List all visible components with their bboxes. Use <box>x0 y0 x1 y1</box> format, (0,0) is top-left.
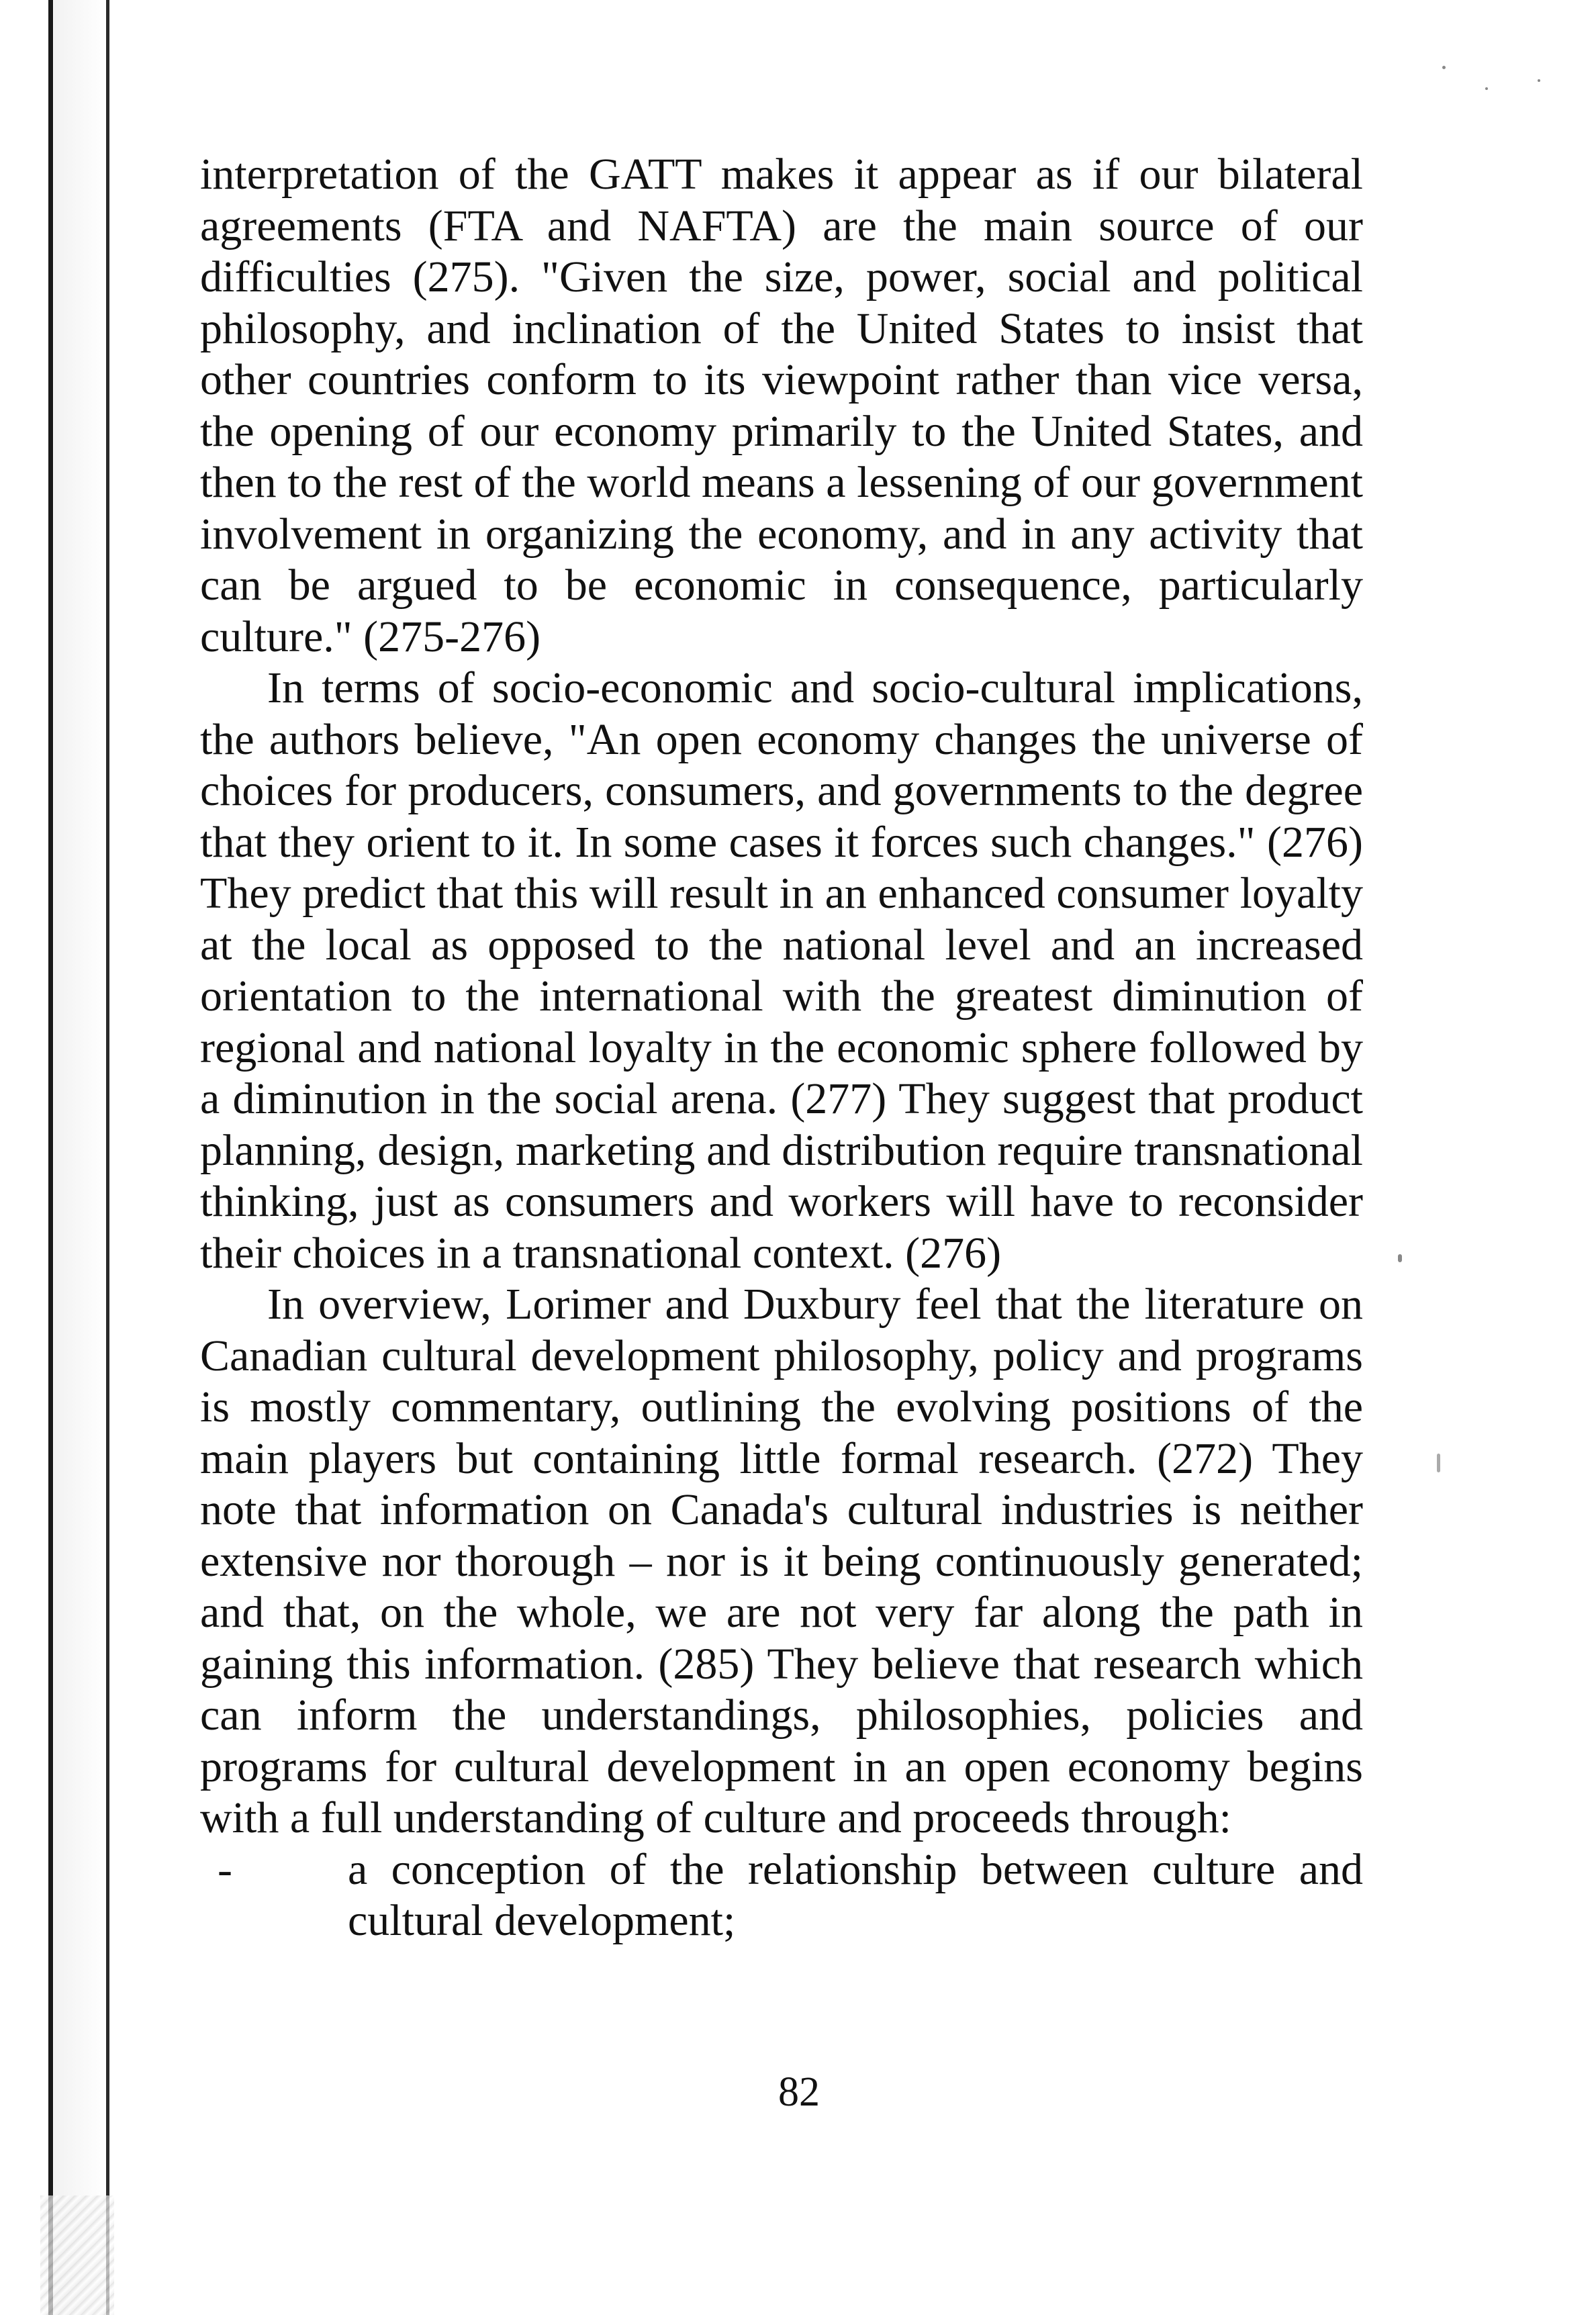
scan-speck <box>1398 1254 1402 1262</box>
binding-shadow <box>54 0 106 2315</box>
list-item <box>200 1844 1363 1947</box>
paragraph-gatt-interpretation: interpretation of the GATT makes it appear as if our bilateral agreements (FTA and NAFTA) are the main source of our difficulties (275). "Given the size, power, social and political philosophy, and inclination of the United States to insist that other countries conform to its viewpoint rather than vice versa, the opening of our economy primarily to the United States, and then to the rest of the world means a lessening of our government involvement in organizing the economy, and in any activity that can be argued to be economic in consequence, particularly culture." (275-276) <box>200 150 1363 661</box>
scan-speck <box>1485 87 1488 90</box>
scan-speck <box>1442 66 1446 69</box>
scan-speck <box>1437 1454 1440 1472</box>
paragraph-socio-economic-implications: In terms of socio-economic and socio-cultural implications, the authors believe, "An open economy changes the universe of choices for producers, consumers, and governments to the degree that they orient to it. In some cases it forces such changes." (276) They predict that this will result in an enhanced consumer loyalty at the local as opposed to the national level and an increased orientation to the international with the greatest diminution of regional and national loyalty in the economic sphere followed by a diminution in the social arena. (277) They suggest that product planning, design, marketing and distribution require transnational thinking, just as consumers and workers will have to reconsider their choices in a transnational context. (276) <box>200 663 1363 1278</box>
binding-frayed-edge <box>40 2195 114 2315</box>
list-item-text: a conception of the relationship between culture and cultural development; <box>348 1844 1363 1945</box>
scan-speck <box>1538 79 1540 82</box>
page-binding-edge <box>0 0 114 2315</box>
paragraph-overview: In overview, Lorimer and Duxbury feel that the literature on Canadian cultural development philosophy, policy and programs is mostly commentary, outlining the evolving positions of the main players but containing little formal research. (272) They note that information on Canada's cultural industries is neither extensive nor thorough – nor is it being continuously generated; and that, on the whole, we are not very far along the path in gaining this information. (285) They believe that research which can inform the understandings, philosophies, policies and programs for cultural development in an open economy begins with a full understanding of culture and proceeds through: <box>200 1280 1363 1842</box>
binding-line-outer <box>48 0 53 2315</box>
binding-line-inner <box>106 0 109 2315</box>
document-body <box>200 149 1363 1947</box>
list-bullet: - <box>218 1844 232 1894</box>
page-number: 82 <box>778 2069 820 2115</box>
